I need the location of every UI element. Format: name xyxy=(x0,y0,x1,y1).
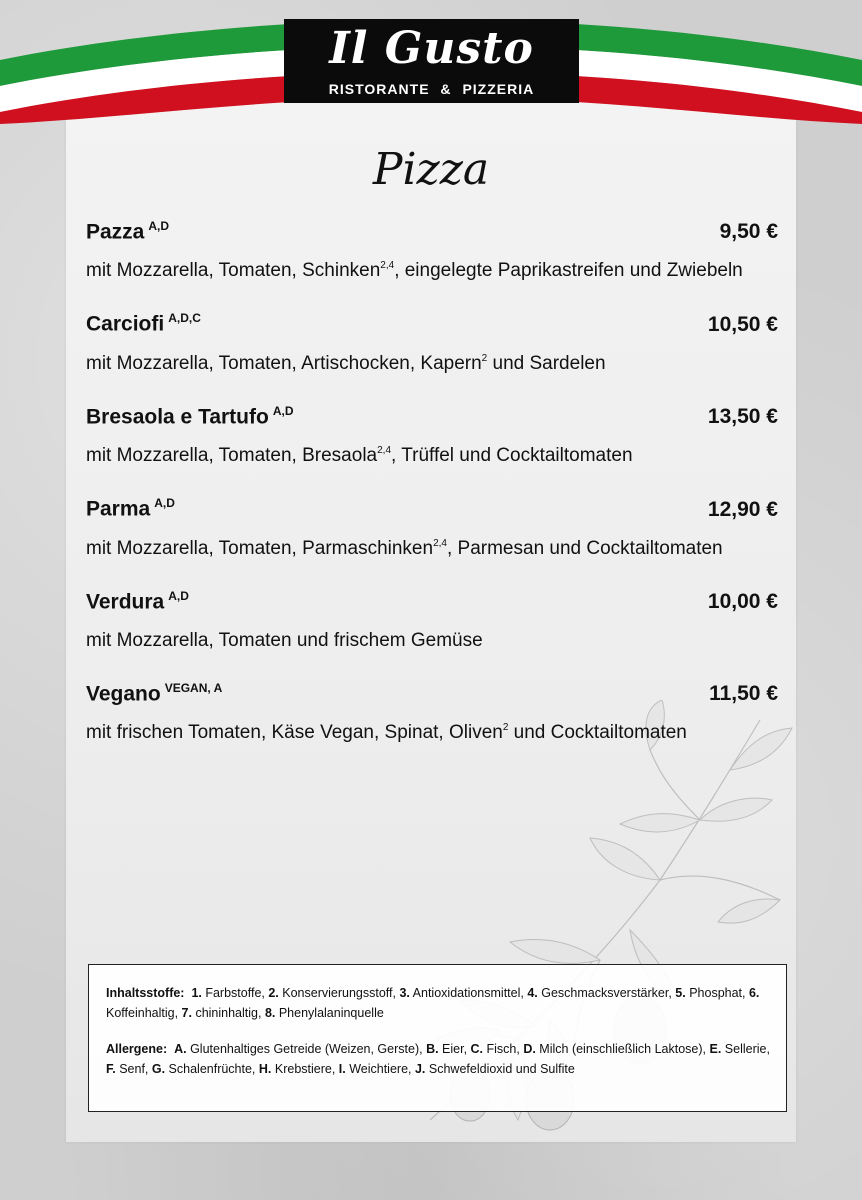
ingredients-allergens-box xyxy=(88,964,787,1112)
menu-item-header xyxy=(86,208,778,250)
italian-flag-ribbon-right xyxy=(576,20,862,124)
menu-item-header xyxy=(86,393,778,435)
menu-item-desc-footnote: 2 xyxy=(481,352,488,364)
ingredients-text: Geschmacksverstärker, xyxy=(537,986,676,1000)
allergens-text: Krebstiere, xyxy=(271,1062,339,1076)
menu-item-title: Parma xyxy=(86,497,151,521)
menu-item-header xyxy=(86,300,778,342)
menu-item-name xyxy=(86,300,201,342)
menu-item-desc-part: , eingelegte Paprikastreifen und Zwiebeln xyxy=(394,260,743,282)
logo-subtitle-amp: & xyxy=(440,81,452,97)
menu-item-price: 10,50 € xyxy=(707,312,778,336)
menu-item-price: 13,50 € xyxy=(707,405,778,429)
menu-item xyxy=(86,300,778,378)
ingredients-number: 1. xyxy=(191,986,202,1000)
menu-item-title: Vegano xyxy=(86,682,161,706)
logo-subtitle-right: PIZZERIA xyxy=(462,81,535,97)
allergens-number: A. xyxy=(174,1042,187,1056)
italian-flag-ribbon-left xyxy=(0,20,290,124)
logo-subtitle xyxy=(284,81,579,97)
allergens-text: Weichtiere, xyxy=(345,1062,415,1076)
allergens-text: Glutenhaltiges Getreide (Weizen, Gerste), xyxy=(186,1042,427,1056)
ingredients-number: 5. xyxy=(675,986,686,1000)
allergens-text: Sellerie, xyxy=(721,1042,774,1056)
menu-item xyxy=(86,393,778,471)
menu-item-name xyxy=(86,578,189,620)
menu-item-title: Verdura xyxy=(86,589,165,613)
menu-item-price: 11,50 € xyxy=(709,682,778,706)
ingredients-text: Koffeinhaltig, xyxy=(106,986,763,1020)
menu-item-desc-footnote: 2 xyxy=(502,722,509,734)
menu-item-desc-footnote: 2,4 xyxy=(380,260,395,272)
ingredients-text: Phenylalaninquelle xyxy=(275,1006,384,1020)
menu-item-name xyxy=(86,485,175,527)
allergens-number: G. xyxy=(151,1062,166,1076)
menu-item-desc-footnote: 2,4 xyxy=(377,445,392,457)
menu-item-desc-part: mit Mozzarella, Tomaten und frischem Gemüse xyxy=(86,629,483,651)
menu-item-desc-part: mit Mozzarella, Tomaten, Schinken xyxy=(86,260,381,282)
ingredients-label: Inhaltsstoffe: xyxy=(106,986,185,1000)
menu-item-description xyxy=(86,528,776,564)
allergens-text: Senf, xyxy=(115,1062,152,1076)
allergens-number: F. xyxy=(106,1062,116,1076)
menu-item-price: 10,00 € xyxy=(707,589,778,613)
menu-item-name xyxy=(86,670,222,712)
menu-item-tags: VEGAN, A xyxy=(164,680,223,695)
menu-item-name xyxy=(86,208,169,250)
allergens-number: H. xyxy=(258,1062,272,1076)
ingredients-text: Konservierungsstoff, xyxy=(278,986,400,1000)
ingredients-text: chininhaltig, xyxy=(191,1006,265,1020)
menu-item xyxy=(86,578,778,656)
menu-item-desc-part: und Cocktailtomaten xyxy=(508,722,687,744)
menu-item-desc-part: mit frischen Tomaten, Käse Vegan, Spinat, Oliven xyxy=(86,722,503,744)
ingredients-number: 4. xyxy=(527,986,538,1000)
menu-item xyxy=(86,670,778,748)
ingredients-number: 6. xyxy=(748,986,760,1000)
allergens-number: J. xyxy=(414,1062,426,1076)
menu-item-description xyxy=(86,620,776,656)
menu-item-desc-part: und Sardelen xyxy=(487,352,606,374)
menu-item-desc-footnote: 2,4 xyxy=(433,537,447,549)
ingredients-text: Antioxidationsmittel, xyxy=(409,986,528,1000)
menu-item-tags: A,D,C xyxy=(168,311,201,326)
allergens-number: C. xyxy=(470,1042,484,1056)
menu-item-price: 12,90 € xyxy=(707,497,778,521)
ingredients-number: 8. xyxy=(264,1006,276,1020)
menu-item-header xyxy=(86,578,778,620)
allergens-text: Schalenfrüchte, xyxy=(165,1062,259,1076)
logo-name: Il Gusto xyxy=(329,23,534,74)
allergens-label: Allergene: xyxy=(106,1042,168,1056)
allergens-number: E. xyxy=(709,1042,722,1056)
logo-subtitle-left: RISTORANTE xyxy=(328,81,430,97)
menu-item-tags: A,D xyxy=(148,219,170,233)
menu-item-tags: A,D xyxy=(272,403,294,418)
allergens-number: D. xyxy=(523,1042,536,1056)
menu-item-desc-part: , Parmesan und Cocktailtomaten xyxy=(446,537,723,559)
menu-item-tags: A,D xyxy=(154,496,175,511)
menu-item-title: Carciofi xyxy=(86,312,165,336)
menu-item-description xyxy=(86,343,776,379)
menu-item-title: Pazza xyxy=(86,220,145,244)
menu-item-description xyxy=(86,435,776,471)
ingredients-number: 2. xyxy=(268,986,279,1000)
allergens-text: Eier, xyxy=(438,1042,471,1056)
menu-item-title: Bresaola e Tartufo xyxy=(86,405,269,429)
allergens-paragraph xyxy=(106,1039,776,1079)
ingredients-text: Phosphat, xyxy=(685,986,749,1000)
menu-item-desc-part: , Trüffel und Cocktailtomaten xyxy=(391,445,633,467)
pizza-menu-list xyxy=(86,208,778,762)
restaurant-logo xyxy=(284,19,579,103)
menu-item-name xyxy=(86,393,294,435)
ingredients-number: 3. xyxy=(399,986,410,1000)
allergens-number: I. xyxy=(338,1062,346,1076)
ingredients-text: Farbstoffe, xyxy=(201,986,269,1000)
menu-item-header xyxy=(86,670,778,712)
menu-item xyxy=(86,485,778,563)
ingredients-number: 7. xyxy=(181,1006,192,1020)
menu-item-tags: A,D xyxy=(168,588,189,603)
menu-item-description xyxy=(86,250,776,286)
menu-item-price: 9,50 € xyxy=(719,220,778,244)
allergens-text: Milch (einschließlich Laktose), xyxy=(535,1042,710,1056)
menu-item-description xyxy=(86,712,776,748)
menu-item-desc-part: mit Mozzarella, Tomaten, Artischocken, Kapern xyxy=(86,352,482,374)
allergens-text: Fisch, xyxy=(483,1042,524,1056)
ingredients-paragraph xyxy=(106,983,776,1023)
allergens-text: Schwefeldioxid und Sulfite xyxy=(425,1062,575,1076)
menu-item-header xyxy=(86,485,778,527)
allergens-number: B. xyxy=(426,1042,439,1056)
menu-item xyxy=(86,208,778,286)
section-title: Pizza xyxy=(372,144,490,195)
menu-item-desc-part: mit Mozzarella, Tomaten, Bresaola xyxy=(86,445,378,467)
menu-item-desc-part: mit Mozzarella, Tomaten, Parmaschinken xyxy=(86,537,434,559)
